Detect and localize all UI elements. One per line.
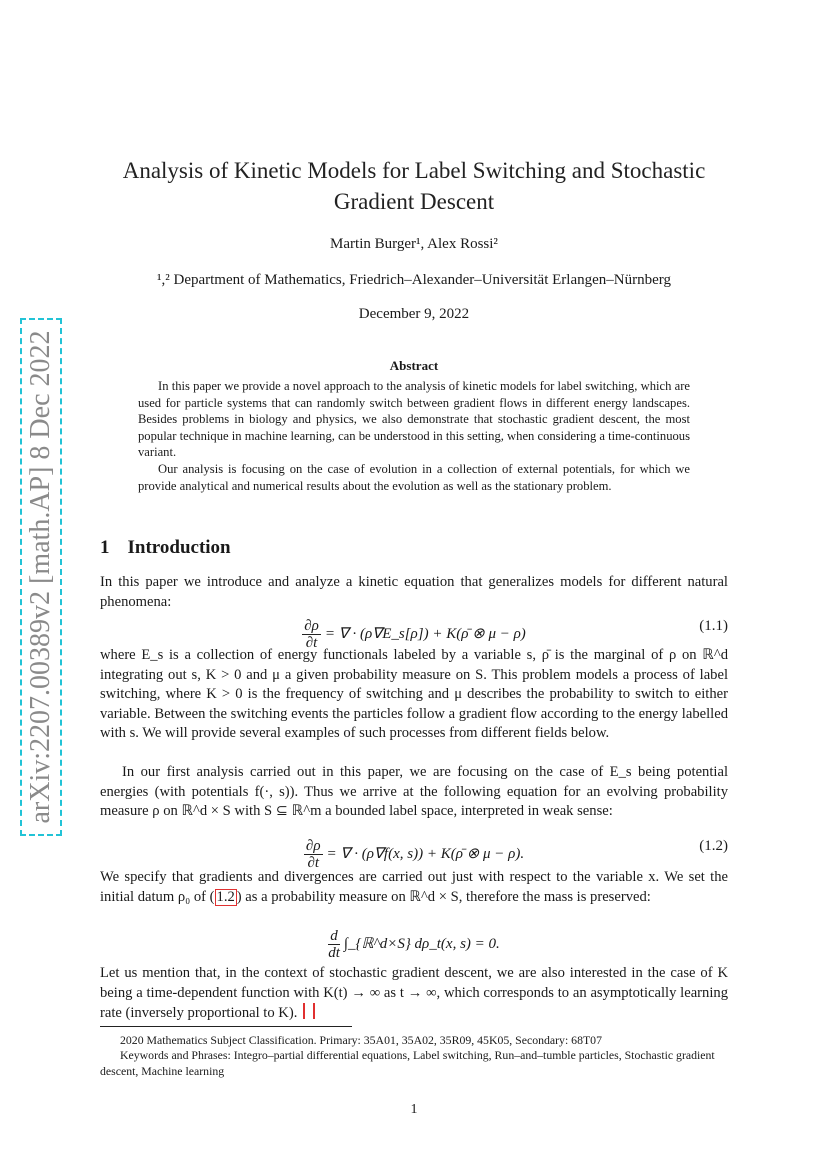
paragraph-text: ) as a probability measure on ℝ^d × S, therefore the mass is preserved:: [236, 888, 651, 905]
fraction: [304, 838, 323, 871]
footnote: 2020 Mathematics Subject Classification. Primary: 35A01, 35A02, 35R09, 45K05, Secondary: 68T07: [120, 1033, 602, 1047]
equation-mass-conservation: [100, 918, 728, 964]
equation-1-2: [100, 828, 728, 871]
paragraph: In our first analysis carried out in this paper, we are focusing on the case of E_s being potential energies (with potentials f(·, s)). Thus we arrive at the following equation for an evolving probability measure ρ on ℝ^d × S with S ⊆ ℝ^m a bounded label space, interpreted in weak sense:: [100, 764, 728, 820]
arxiv-stamp-text: arXiv:2207.00389v2 [math.AP] 8 Dec 2022: [25, 330, 56, 824]
equation-rhs: = ∇ · (ρ∇f(x, s)) + K(ρ̄ ⊗ μ − ρ).: [326, 845, 525, 862]
annotation-marker-icon: [303, 1003, 315, 1019]
affiliation: ¹,² Department of Mathematics, Friedrich–Alexander–Universität Erlangen–Nürnberg: [157, 272, 671, 288]
paragraph-text: We specify that gradients and divergences are carried out just with respect to the variable x. We set the initial datum ρ₀ of (: [100, 869, 728, 905]
abstract-body: [138, 378, 690, 494]
paper-title: [100, 155, 728, 217]
paragraph: [100, 868, 728, 907]
fraction-denominator: dt: [328, 945, 340, 961]
footnote: Keywords and Phrases: Integro–partial differential equations, Label switching, Run–and–tumble particles, Stochastic gradient descent, Machine learning: [100, 1048, 715, 1078]
section-heading: [100, 537, 231, 559]
title-line-2: Gradient Descent: [333, 189, 495, 214]
abstract-heading: Abstract: [389, 358, 439, 373]
equation-body: [100, 838, 728, 871]
date: December 9, 2022: [358, 306, 470, 322]
title-line-1: Analysis of Kinetic Models for Label Switching and Stochastic: [122, 158, 706, 183]
paragraph-text: Let us mention that, in the context of stochastic gradient descent, we are also interested in the case of K being a time-dependent function with K(t) → ∞ as t → ∞, which corresponds to an asymptotically learning rate (inversely proportional to K).: [100, 965, 728, 1022]
fraction-numerator: ∂ρ: [305, 838, 321, 854]
equation-rhs: ∫_{ℝ^d×S} dρ_t(x, s) = 0.: [343, 935, 500, 952]
footnote-rule: [100, 1026, 352, 1027]
paragraph: [100, 964, 728, 1024]
equation-body: [100, 928, 728, 961]
abstract-paragraph: Our analysis is focusing on the case of evolution in a collection of external potentials, for which we provide analytical and numerical results about the evolution as well as the stationary problem.: [138, 461, 690, 493]
authors: Martin Burger¹, Alex Rossi²: [330, 236, 498, 252]
fraction: [328, 928, 340, 961]
equation-1-1: [100, 608, 728, 651]
arxiv-stamp: [20, 318, 62, 836]
equation-reference-link[interactable]: 1.2: [216, 888, 235, 905]
fraction-denominator: ∂t: [307, 855, 320, 871]
equation-tag: (1.2): [699, 838, 728, 854]
page-number: 1: [410, 1102, 418, 1117]
abstract-paragraph: In this paper we provide a novel approach to the analysis of kinetic models for label switching, which are used for particle systems that can randomly switch between gradient flows in different energy landscapes. Besides problems in biology and physics, we also demonstrate that stochastic gradient descent, the most popular technique in machine learning, can be understood in this setting, when considering a time-continuous variant.: [138, 379, 690, 460]
fraction-numerator: ∂ρ: [304, 618, 319, 634]
equation-tag: (1.1): [699, 618, 728, 634]
equation-rhs: = ∇ · (ρ∇E_s[ρ]) + K(ρ̄ ⊗ μ − ρ): [324, 625, 526, 642]
fraction-numerator: d: [328, 928, 340, 945]
paragraph: In this paper we introduce and analyze a kinetic equation that generalizes models for different natural phenomena:: [100, 574, 728, 610]
fraction-denominator: ∂t: [305, 635, 318, 651]
section-number: 1: [100, 537, 110, 558]
section-title: Introduction: [127, 537, 231, 558]
paragraph: where E_s is a collection of energy functionals labeled by a variable s, ρ̄ is the marginal of ρ on ℝ^d integrating out s, K > 0 and μ a given probability measure on S. This problem models a process of label switching, where K > 0 is the frequency of switching and μ describes the probability to switch to either variable. Between the switching events the particles follow a gradient flow according to the energy labelled with s. We will provide several examples of such processes from different fields below.: [100, 647, 728, 742]
